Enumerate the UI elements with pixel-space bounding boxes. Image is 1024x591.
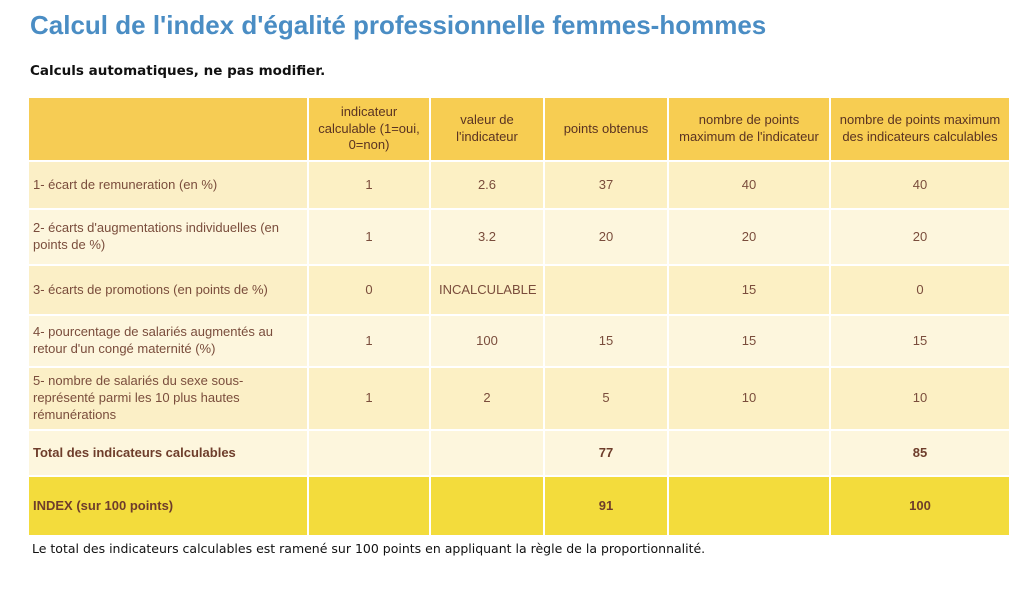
header-empty-cell [29, 98, 307, 160]
table-row [29, 266, 1009, 314]
cell-calculable: 1 [309, 368, 429, 429]
total-row [29, 431, 1009, 475]
row-label: 3- écarts de promotions (en points de %) [29, 266, 307, 314]
index-points: 91 [545, 477, 667, 535]
page-title: Calcul de l'index d'égalité professionnelle femmes-hommes [30, 10, 767, 40]
table-row [29, 210, 1009, 264]
total-empty-cell [669, 431, 829, 475]
header-max-calculables: nombre de points maximum des indicateurs calculables [831, 98, 1009, 160]
cell-points: 15 [545, 316, 667, 366]
row-label: 2- écarts d'augmentations individuelles (en points de %) [29, 210, 307, 264]
header-points-obtenus: points obtenus [545, 98, 667, 160]
cell-max-calculables: 20 [831, 210, 1009, 264]
header-valeur: valeur de l'indicateur [431, 98, 543, 160]
cell-max-indicateur: 15 [669, 266, 829, 314]
cell-points: 20 [545, 210, 667, 264]
header-calculable: indicateur calculable (1=oui, 0=non) [309, 98, 429, 160]
cell-points [545, 266, 667, 314]
row-label: 4- pourcentage de salariés augmentés au retour d'un congé maternité (%) [29, 316, 307, 366]
subtitle: Calculs automatiques, ne pas modifier. [30, 63, 326, 79]
index-label: INDEX (sur 100 points) [29, 477, 307, 535]
cell-max-calculables: 40 [831, 162, 1009, 208]
table-row [29, 316, 1009, 366]
footnote: Le total des indicateurs calculables est ramené sur 100 points en appliquant la règle de la proportionnalité. [32, 541, 706, 556]
index-max-calculables: 100 [831, 477, 1009, 535]
table-row [29, 368, 1009, 429]
cell-points: 5 [545, 368, 667, 429]
cell-max-indicateur: 10 [669, 368, 829, 429]
cell-calculable: 1 [309, 210, 429, 264]
cell-max-indicateur: 15 [669, 316, 829, 366]
index-calculation-table [27, 96, 1011, 537]
cell-max-calculables: 15 [831, 316, 1009, 366]
index-row [29, 477, 1009, 535]
cell-calculable: 0 [309, 266, 429, 314]
row-label: 1- écart de remuneration (en %) [29, 162, 307, 208]
cell-valeur: INCALCULABLE [431, 266, 543, 314]
cell-points: 37 [545, 162, 667, 208]
cell-calculable: 1 [309, 162, 429, 208]
cell-max-indicateur: 20 [669, 210, 829, 264]
index-empty-cell [431, 477, 543, 535]
cell-valeur: 100 [431, 316, 543, 366]
index-empty-cell [669, 477, 829, 535]
total-points: 77 [545, 431, 667, 475]
cell-max-calculables: 0 [831, 266, 1009, 314]
index-empty-cell [309, 477, 429, 535]
cell-max-indicateur: 40 [669, 162, 829, 208]
total-label: Total des indicateurs calculables [29, 431, 307, 475]
cell-valeur: 2.6 [431, 162, 543, 208]
cell-valeur: 3.2 [431, 210, 543, 264]
table-row [29, 162, 1009, 208]
cell-calculable: 1 [309, 316, 429, 366]
total-max-calculables: 85 [831, 431, 1009, 475]
header-max-indicateur: nombre de points maximum de l'indicateur [669, 98, 829, 160]
table-header-row [29, 98, 1009, 160]
cell-valeur: 2 [431, 368, 543, 429]
total-empty-cell [309, 431, 429, 475]
row-label: 5- nombre de salariés du sexe sous-représenté parmi les 10 plus hautes rémunérations [29, 368, 307, 429]
total-empty-cell [431, 431, 543, 475]
cell-max-calculables: 10 [831, 368, 1009, 429]
